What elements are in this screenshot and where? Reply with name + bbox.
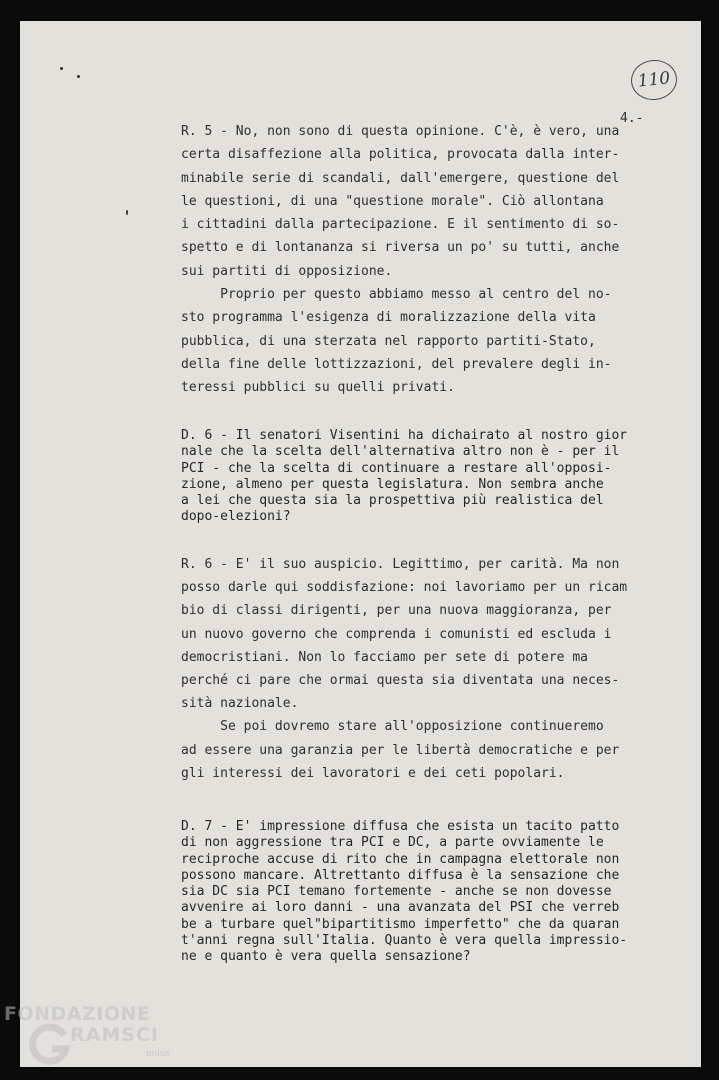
text-line: PCI - che la scelta di continuare a restare all'opposi- [181,460,612,476]
text-line: nale che la scelta dell'alternativa altro non è - per il [181,444,620,460]
text-line: teressi pubblici su quelli privati. [181,380,455,396]
stamp-number: 110 [636,68,672,92]
question-6 [181,428,641,526]
text-line: D. 7 - E' impressione diffusa che esista un tacito patto [181,819,620,834]
text-line: avvenire ai loro danni - una avanzata del PSI che verreb [181,900,620,916]
speck-mark [77,75,80,78]
text-line: posso darle qui soddisfazione: noi lavoriamo per un ricam [181,580,628,596]
text-line: bio di classi dirigenti, per una nuova maggioranza, per [181,603,612,619]
text-line: Se poi dovremo stare all'opposizione continueremo [181,719,604,735]
text-line: perché ci pare che ormai questa sia diventata una neces- [181,673,620,689]
text-line: pubblica, di una sterzata nel rapporto partiti-Stato, [181,333,596,349]
answer-5 [181,120,641,400]
page-stamp [629,58,679,103]
speck-mark [126,210,128,215]
text-line: minabile serie di scandali, dall'emergere, questione del [181,170,620,186]
text-line: spetto e di lontananza si riversa un po' su tutti, anche [181,240,620,256]
text-line: sia DC sia PCI temano fortemente - anche se non dovesse [181,884,612,900]
text-line: Proprio per questo abbiamo messo al centro del no- [181,287,612,303]
page-number: 4.- [620,111,644,126]
text-line: D. 6 - Il senatori Visentini ha dichairato al nostro gior [181,428,628,443]
text-line: sto programma l'esigenza di moralizzazione della vita [181,310,596,326]
text-line: sità nazionale. [181,696,299,712]
text-line: R. 5 - No, non sono di questa opinione. C'è, è vero, una [181,124,620,139]
text-line: ad essere una garanzia per le libertà democratiche e per [181,742,620,758]
answer-6 [181,553,641,785]
text-line: certa disaffezione alla politica, provocata dalla inter- [181,147,620,163]
text-line: sui partiti di opposizione. [181,263,393,279]
text-line: be a turbare quel"bipartitismo imperfetto" che da quaran [181,916,620,932]
text-line: di non aggressione tra PCI e DC, a parte ovviamente le [181,835,604,851]
watermark-line2-text: RAMSCI [70,1024,159,1046]
text-line: gli interessi dei lavoratori e dei ceti popolari. [181,765,565,781]
speck-mark [60,67,63,70]
text-line: a lei che questa sia la prospettiva più realistica del [181,493,604,509]
watermark-sub: onlus [146,1049,171,1059]
text-line: della fine delle lottizzazioni, del prevalere degli in- [181,356,612,372]
watermark-line1: FONDAZIONE [4,1003,151,1025]
text-line: ne e quanto è vera quella sensazione? [181,949,471,965]
text-line: t'anni regna sull'Italia. Quanto è vera quella impressio- [181,933,628,949]
text-line: zione, almeno per questa legislatura. Non sembra anche [181,476,604,492]
watermark-line2 [30,1024,159,1046]
text-line: R. 6 - E' il suo auspicio. Legittimo, per carità. Ma non [181,557,620,572]
text-line: possono mancare. Altrettanto diffusa è la sensazione che [181,867,620,883]
text-line: un nuovo governo che comprenda i comunisti ed escluda i [181,626,612,642]
question-7 [181,819,641,966]
text-line: i cittadini dalla partecipazione. E il sentimento di so- [181,217,620,233]
text-line: dopo-elezioni? [181,509,291,525]
text-line: democristiani. Non lo facciamo per sete di potere ma [181,649,588,665]
text-line: le questioni, di una "questione morale". Ciò allontana [181,193,604,209]
text-line: reciproche accuse di rito che in campagna elettorale non [181,851,620,867]
fondazione-gramsci-watermark [4,1003,194,1073]
